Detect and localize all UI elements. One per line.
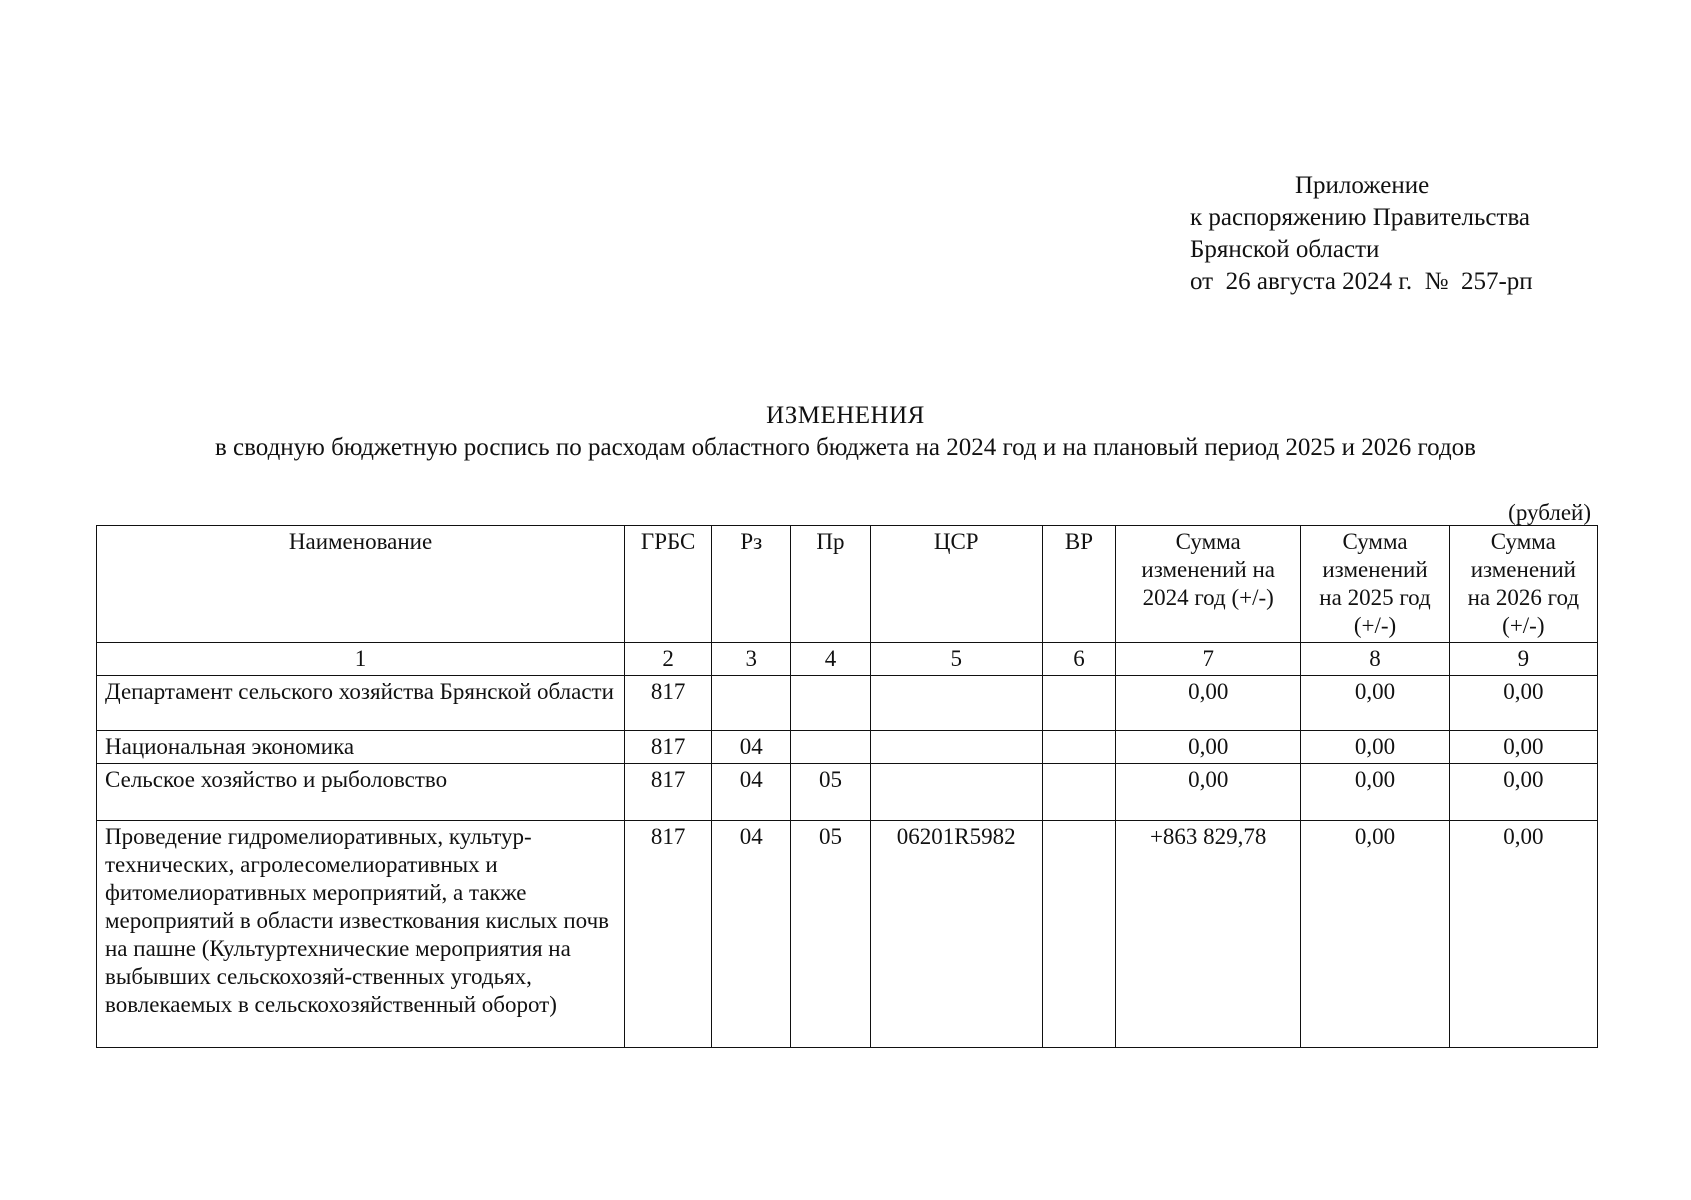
column-number-row (97, 643, 1598, 676)
header-sum-2025: Сумма изменений на 2025 год (+/-) (1301, 526, 1449, 643)
cell-name: Проведение гидромелиоративных, культур-технических, агролесомелиоративных и фитомелиоративных мероприятий, а также мероприятий в области известкования кислых почв на пашне (Культуртехнические мероприятия на выбывших сельскохозяй-ственных угодьях, вовлекаемых в сельскохозяйственный оборот) (97, 821, 625, 1048)
appendix-line-1: Приложение (1295, 172, 1430, 199)
appendix-header (1190, 170, 1533, 298)
column-number: 1 (97, 643, 625, 676)
table-row (97, 764, 1598, 821)
header-vr: ВР (1042, 526, 1115, 643)
cell-sum-2026: 0,00 (1449, 821, 1597, 1048)
document-title-block (0, 400, 1691, 464)
header-csr: ЦСР (870, 526, 1042, 643)
header-rz: Рз (712, 526, 791, 643)
document-subtitle: в сводную бюджетную роспись по расходам областного бюджета на 2024 год и на плановый период 2025 и 2026 годов (215, 434, 1476, 461)
cell-grbs: 817 (625, 821, 712, 1048)
appendix-line-4: от 26 августа 2024 г. № 257-рп (1190, 268, 1533, 295)
budget-changes-table (96, 525, 1598, 1048)
header-sum-2024: Сумма изменений на 2024 год (+/-) (1116, 526, 1301, 643)
document-title: ИЗМЕНЕНИЯ (766, 402, 925, 429)
column-number: 4 (791, 643, 870, 676)
cell-grbs: 817 (625, 764, 712, 821)
cell-pr (791, 676, 870, 731)
cell-sum-2024: 0,00 (1116, 676, 1301, 731)
table-row (97, 821, 1598, 1048)
cell-csr (870, 764, 1042, 821)
cell-sum-2025: 0,00 (1301, 821, 1449, 1048)
cell-pr: 05 (791, 764, 870, 821)
table-row (97, 676, 1598, 731)
cell-csr: 06201R5982 (870, 821, 1042, 1048)
cell-grbs: 817 (625, 676, 712, 731)
column-number: 5 (870, 643, 1042, 676)
table-row (97, 731, 1598, 764)
cell-vr (1042, 764, 1115, 821)
header-grbs: ГРБС (625, 526, 712, 643)
header-pr: Пр (791, 526, 870, 643)
cell-csr (870, 676, 1042, 731)
cell-vr (1042, 731, 1115, 764)
cell-csr (870, 731, 1042, 764)
column-number: 7 (1116, 643, 1301, 676)
cell-sum-2025: 0,00 (1301, 676, 1449, 731)
appendix-line-3: Брянской области (1190, 236, 1380, 263)
cell-rz (712, 676, 791, 731)
cell-name: Департамент сельского хозяйства Брянской области (97, 676, 625, 731)
column-number: 2 (625, 643, 712, 676)
cell-sum-2024: 0,00 (1116, 731, 1301, 764)
appendix-line-2: к распоряжению Правительства (1190, 204, 1531, 231)
unit-label: (рублей) (1508, 500, 1591, 525)
cell-pr: 05 (791, 821, 870, 1048)
cell-vr (1042, 821, 1115, 1048)
cell-name: Сельское хозяйство и рыболовство (97, 764, 625, 821)
cell-sum-2025: 0,00 (1301, 764, 1449, 821)
column-number: 3 (712, 643, 791, 676)
cell-rz: 04 (712, 821, 791, 1048)
table-header-row (97, 526, 1598, 643)
cell-sum-2026: 0,00 (1449, 764, 1597, 821)
header-sum-2026: Сумма изменений на 2026 год (+/-) (1449, 526, 1597, 643)
column-number: 8 (1301, 643, 1449, 676)
cell-grbs: 817 (625, 731, 712, 764)
column-number: 9 (1449, 643, 1597, 676)
cell-sum-2026: 0,00 (1449, 731, 1597, 764)
cell-pr (791, 731, 870, 764)
cell-sum-2024: +863 829,78 (1116, 821, 1301, 1048)
cell-vr (1042, 676, 1115, 731)
cell-sum-2026: 0,00 (1449, 676, 1597, 731)
cell-sum-2025: 0,00 (1301, 731, 1449, 764)
header-name: Наименование (97, 526, 625, 643)
cell-rz: 04 (712, 731, 791, 764)
cell-name: Национальная экономика (97, 731, 625, 764)
cell-sum-2024: 0,00 (1116, 764, 1301, 821)
column-number: 6 (1042, 643, 1115, 676)
cell-rz: 04 (712, 764, 791, 821)
